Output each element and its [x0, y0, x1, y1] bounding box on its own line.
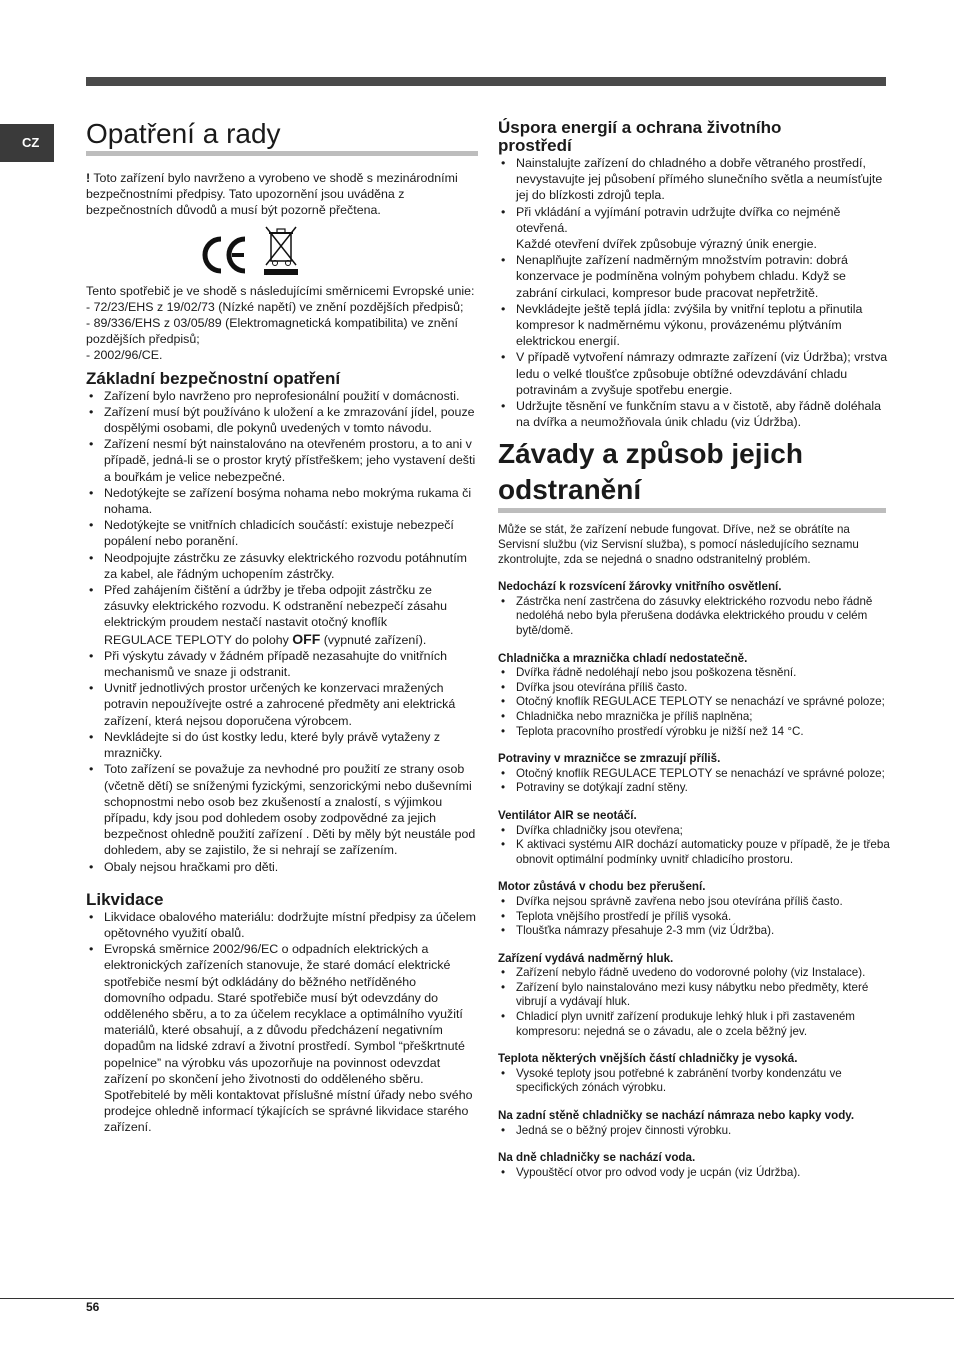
list-item: • Otočný knoflík REGULACE TEPLOTY se nenachází ve správné poloze;: [498, 695, 890, 710]
fault-items: [498, 895, 890, 939]
list-item: • Teplota vnějšího prostředí je příliš vysoká.: [498, 910, 890, 925]
fault-items: [498, 1067, 890, 1096]
fault-items: [498, 595, 890, 639]
page-title: Opatření a rady: [86, 117, 478, 156]
ce-mark-icon: [200, 235, 250, 275]
list-item: • Nedotýkejte se zařízení bosýma nohama nebo mokrýma rukama či nohama.: [86, 485, 478, 517]
fault-heading: Teplota některých vnějších částí chladničky je vysoká.: [498, 1052, 798, 1066]
faults-intro: Může se stát, že zařízení nebude fungovat. Dříve, než se obrátíte na Servisní službu (viz Servisní služba), s pomocí následujícího seznamu zkontrolujte, zda se nejedná o snadno odstranitelný problém.: [498, 523, 859, 566]
fault-items: [498, 767, 890, 796]
directive-item: - 2002/96/CE.: [86, 348, 163, 363]
list-item: • Teplota pracovního prostředí výrobku je nižší než 14 °C.: [498, 725, 890, 740]
safety-list: [86, 388, 478, 875]
off-label: OFF: [292, 630, 321, 647]
list-item: • K aktivaci systému AIR dochází automaticky pouze v případě, že je třeba obnovit optimální podmínky uvnitř chladicího prostoru.: [498, 838, 890, 867]
door-note: Každé otevření dvířek způsobuje výrazný únik energie.: [516, 237, 817, 252]
knob-suffix: (vypnuté zařízení).: [320, 632, 427, 647]
fault-heading: Na dně chladničky se nachází voda.: [498, 1151, 696, 1165]
directives-intro: Tento spotřebič je ve shodě s následujícími směrnicemi Evropské unie:: [86, 283, 475, 298]
list-item: • Zařízení nebylo řádně uvedeno do vodorovné polohy (viz Instalace).: [498, 966, 890, 981]
intro-text: Toto zařízení bylo navrženo a vyrobeno ve shodě s mezinárodními bezpečnostními předpisy. Tato upozornění jsou uváděna z bezpečnostních důvodů a musí být pozorně přečtena.: [86, 171, 458, 218]
faults-title-line2: odstranění: [498, 472, 886, 513]
fault-items: [498, 966, 890, 1039]
warning-mark: !: [86, 171, 91, 185]
fault-heading: Motor zůstává v chodu bez přerušení.: [498, 880, 706, 894]
list-item: • Dvířka chladničky jsou otevřena;: [498, 824, 890, 839]
faults-title-line1: Závady a způsob jejich: [498, 438, 803, 470]
list-item: • Dvířka řádně nedoléhají nebo jsou poškozena těsnění.: [498, 666, 890, 681]
list-item: • Uvnitř jednotlivých prostor určených ke konzervaci mražených potravin nepoužívejte ostré a zahrocené předměty ani elektrická zařízení, která nejsou doporučena výrobcem.: [86, 680, 478, 729]
list-item: • Vysoké teploty jsou potřebné k zabránění tvorby kondenzátu ve specifických zónách výrobku.: [498, 1067, 890, 1096]
directive-item: - 72/23/EHS z 19/02/73 (Nízké napětí) ve znění pozdějších předpisů;: [86, 299, 464, 314]
list-item: • Tloušťka námrazy přesahuje 2-3 mm (viz Údržba).: [498, 924, 890, 939]
bottom-rule: [0, 1298, 954, 1299]
knob-prefix: REGULACE TEPLOTY do polohy: [104, 632, 293, 647]
list-item: • Zařízení bylo navrženo pro neprofesionální použití v domácnosti.: [86, 388, 478, 404]
language-tab: CZ: [0, 124, 54, 162]
right-column: [498, 119, 890, 1180]
list-item: • Zařízení nesmí být nainstalováno na otevřeném prostoru, a to ani v případě, jedná-li se o prostor krytý přístřeškem; jeho vystavení dešti a bouřkám je velice nebezpečné.: [86, 436, 478, 485]
list-item: • Neodpojujte zástrčku ze zásuvky elektrického rozvodu potáhnutím za kabel, ale řádným uchopením zástrčky.: [86, 550, 478, 582]
list-item: • V případě vytvoření námrazy odmrazte zařízení (viz Údržba); vrstva ledu o velké tloušťce způsobuje obtížné odevzdávání chladu potravinám a zvyšuje spotřebu energie.: [498, 349, 890, 398]
disposal-list: [86, 909, 478, 1087]
list-item: • Obaly nejsou hračkami pro děti.: [86, 859, 478, 875]
list-item: [86, 582, 478, 648]
list-item: • Nedotýkejte se vnitřních chladicích součástí: existuje nebezpečí popálení nebo poranění.: [86, 517, 478, 549]
list-item: • Nevkládejte si do úst kostky ledu, které byly právě vytaženy z mrazničky.: [86, 729, 478, 761]
top-bar: [86, 77, 886, 86]
directive-item: - 89/336/EHS z 03/05/89 (Elektromagnetická kompatibilita) ve znění pozdějších předpisů;: [86, 316, 458, 347]
list-item: • Při výskytu závady v žádném případě nezasahujte do vnitřních mechanismů ve snaze ji odstranit.: [86, 648, 478, 680]
fault-heading: Chladnička a mraznička chladí nedostatečně.: [498, 651, 748, 665]
fault-heading: Nedochází k rozsvícení žárovky vnitřního osvětlení.: [498, 580, 782, 594]
list-item: • Chladnička nebo mraznička je příliš naplněna;: [498, 710, 890, 725]
fault-heading: Ventilátor AIR se neotáčí.: [498, 808, 637, 822]
list-item: [498, 204, 890, 253]
list-item: • Zařízení bylo nainstalováno mezi kusy nábytku nebo předměty, které vibrují a vydávají hluk.: [498, 981, 890, 1010]
safety-heading: Základní bezpečnostní opatření: [86, 368, 341, 388]
list-item-text: Při vkládání a vyjímání potravin udržujte dvířka co nejméně otevřená.: [516, 204, 841, 235]
fault-heading: Potraviny v mrazničce se zmrazují příliš.: [498, 752, 721, 766]
disposal-tail: Spotřebitelé by měli kontaktovat příslušné místní úřady nebo svého prodejce ohledně informací týkajících se správné likvidace starého zařízení.: [104, 1087, 473, 1135]
list-item: • Jedná se o běžný projev činnosti výrobku.: [498, 1124, 890, 1139]
list-item: • Zařízení musí být používáno k uložení a ke zmrazování jídel, pouze dospělými osobami, dle pokynů uvedených v tomto návodu.: [86, 404, 478, 436]
energy-heading: Úspora energií a ochrana životního prostředí: [498, 118, 782, 155]
list-item: • Evropská směrnice 2002/96/EC o odpadních elektrických a elektronických zařízeních stanovuje, že staré domácí elektrické spotřebiče nesmí být odkládány do běžného netříděného domovního odpadu. Staré spotřebiče musí být odevzdány do odděleného sběru, a to za účelem recyklace a optimálního využití materiálů, které obsahují, a z důvodu předcházení negativním dopadům na lidské zdraví a životní prostředí. Symbol “přeškrtnuté popelnice” na výrobku vás upozorňuje na povinnost odevzdat zařízení po skončení jeho životnosti do odděleného sběru.: [86, 941, 478, 1087]
faults-title: [498, 436, 886, 513]
fault-items: [498, 1124, 890, 1139]
disposal-heading: Likvidace: [86, 889, 164, 909]
list-item: • Vypouštěcí otvor pro odvod vody je ucpán (viz Údržba).: [498, 1166, 890, 1181]
certification-symbols: [200, 225, 478, 275]
faults-list: [498, 580, 890, 1180]
list-item: • Nainstalujte zařízení do chladného a dobře větraného prostředí, nevystavujte jej působení přímého slunečního světla a neumísťujte jej do blízkosti zdrojů tepla.: [498, 155, 890, 204]
list-item: • Toto zařízení se považuje za nevhodné pro použití ze strany osob (včetně dětí) se sníženými fyzickými, senzorickými nebo duševními schopnostmi nebo osob bez zkušeností a znalostí, s výjimkou případu, kdy jsou pod dohledem osoby zodpovědné za jejich bezpečnost ohledně použití zařízení . Děti by měly být neustále pod dohledem, aby se zajistilo, že si nehrají se zařízením.: [86, 761, 478, 858]
faults-section: [498, 523, 890, 1180]
intro-paragraph: [86, 170, 478, 219]
fault-items: [498, 824, 890, 868]
fault-heading: Zařízení vydává nadměrný hluk.: [498, 951, 674, 965]
list-item: • Dvířka jsou otevírána příliš často.: [498, 681, 890, 696]
fault-heading: Na zadní stěně chladničky se nachází námraza nebo kapky vody.: [498, 1109, 855, 1123]
list-item: • Nevkládejte ještě teplá jídla: zvýšila by vnitřní teplotu a přinutila kompresor k nadměrnému výkonu, provázenému plýtváním elektrickou energií.: [498, 301, 890, 350]
list-item: • Otočný knoflík REGULACE TEPLOTY se nenachází ve správné poloze;: [498, 767, 890, 782]
list-item: • Zástrčka není zastrčena do zásuvky elektrického rozvodu nebo řádně nedoléhá nebo byla přerušena dodávka elektrického proudu v celém bytě/domě.: [498, 595, 890, 639]
left-column: [86, 117, 478, 1136]
crossed-out-bin-icon: [262, 225, 300, 275]
list-item: • Potraviny se dotýkají zadní stěny.: [498, 781, 890, 796]
fault-items: [498, 1166, 890, 1181]
list-item: • Udržujte těsnění ve funkčním stavu a v čistotě, aby řádně doléhala na dvířka a neumožňovala únik chladu (viz Údržba).: [498, 398, 890, 430]
list-item: • Dvířka nejsou správně zavřena nebo jsou otevírána příliš často.: [498, 895, 890, 910]
page-number: 56: [86, 1300, 100, 1314]
energy-list: [498, 155, 890, 430]
list-item: • Likvidace obalového materiálu: dodržujte místní předpisy za účelem opětovného využití obalů.: [86, 909, 478, 941]
fault-items: [498, 666, 890, 739]
list-item: • Chladicí plyn uvnitř zařízení produkuje lehký hluk i při zastaveném kompresoru: nejedná se o závadu, ale o zcela běžný jev.: [498, 1010, 890, 1039]
list-item-text: Před zahájením čištění a údržby je třeba odpojit zástrčku ze zásuvky elektrického rozvodu. K odstranění nebezpečí zásahu elektrickým proudem nestačí nastavit otočný knoflík: [104, 583, 448, 630]
list-item: • Nenaplňujte zařízení nadměrným množstvím potravin: dobrá konzervace je podmíněna volným pohybem chladu. Když se zabrání cirkulaci, kompresor bude pracovat nepřetržitě.: [498, 252, 890, 301]
